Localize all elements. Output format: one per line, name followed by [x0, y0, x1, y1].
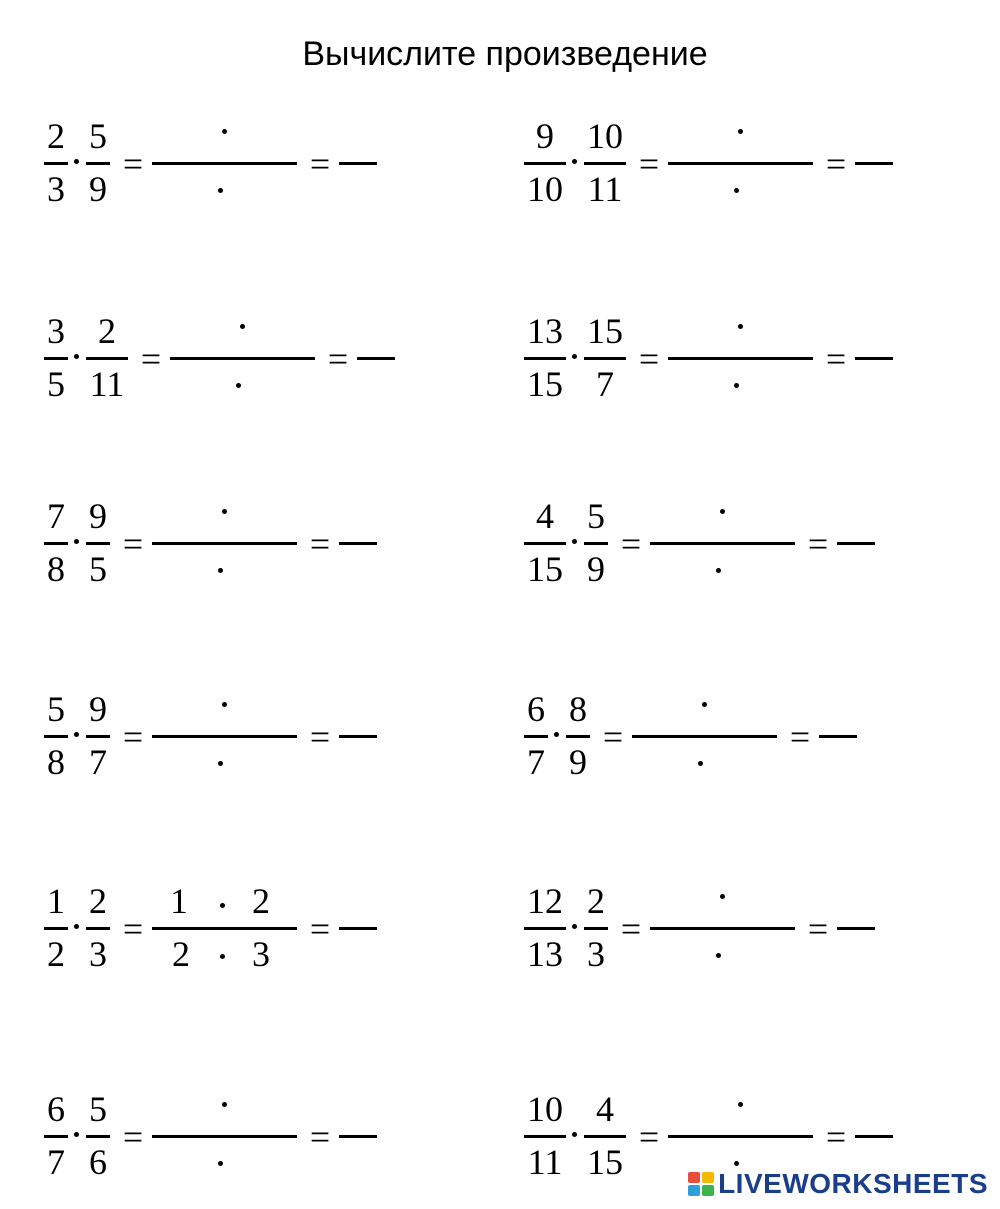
equals-sign: = — [638, 144, 660, 184]
numerator: 6 — [527, 689, 545, 729]
numerator: 9 — [536, 116, 554, 156]
product-fraction-bar — [152, 542, 297, 545]
numerator: 15 — [587, 311, 623, 351]
denominator: 7 — [47, 1142, 65, 1182]
numerator: 5 — [89, 116, 107, 156]
fraction-bar — [524, 162, 566, 165]
fraction-bar — [524, 927, 566, 930]
multiply-dot — [572, 1132, 577, 1137]
problem-8 — [520, 680, 990, 780]
fraction-bar — [524, 735, 548, 738]
denominator: 5 — [89, 549, 107, 589]
product-fraction-bar — [668, 162, 813, 165]
answer-fraction-bar[interactable] — [855, 1135, 893, 1138]
equals-sign: = — [825, 339, 847, 379]
product-fraction-bar — [152, 162, 297, 165]
product-fraction-bar — [668, 1135, 813, 1138]
product-denominator-dot[interactable] — [236, 383, 241, 388]
numerator: 7 — [47, 496, 65, 536]
denominator: 9 — [569, 742, 587, 782]
denominator: 2 — [47, 934, 65, 974]
product-fraction-bar — [152, 735, 297, 738]
product-fraction-bar — [650, 927, 795, 930]
equals-sign: = — [309, 144, 331, 184]
numerator: 2 — [47, 116, 65, 156]
fraction-1 — [40, 680, 72, 780]
equals-sign: = — [309, 524, 331, 564]
product-numerator-dot[interactable] — [222, 129, 227, 134]
fraction-bar — [524, 1135, 566, 1138]
fraction-1 — [40, 1080, 72, 1180]
fraction-2 — [562, 680, 594, 780]
product-fraction-bar — [632, 735, 777, 738]
numerator: 9 — [89, 689, 107, 729]
product-multiply-dot — [220, 903, 225, 908]
denominator: 5 — [47, 364, 65, 404]
numerator: 5 — [47, 689, 65, 729]
multiply-dot — [572, 159, 577, 164]
denominator: 10 — [527, 169, 563, 209]
fraction-1 — [40, 107, 72, 207]
fraction-bar — [584, 357, 626, 360]
product-denominator-dot[interactable] — [716, 568, 721, 573]
problem-7 — [40, 680, 510, 780]
product-numerator-dot[interactable] — [702, 702, 707, 707]
product-denominator-dot[interactable] — [698, 761, 703, 766]
fraction-bar — [584, 542, 608, 545]
fraction-1 — [520, 680, 552, 780]
multiply-dot — [572, 354, 577, 359]
multiply-dot — [74, 539, 79, 544]
fraction-bar — [524, 542, 566, 545]
multiply-dot — [554, 732, 559, 737]
equals-sign: = — [327, 339, 349, 379]
answer-fraction-bar[interactable] — [837, 927, 875, 930]
page-title: Вычислите произведение — [302, 35, 708, 73]
fraction-2 — [82, 872, 114, 972]
numerator: 2 — [587, 881, 605, 921]
fraction-2 — [580, 302, 630, 402]
product-denominator-dot[interactable] — [218, 761, 223, 766]
product-fraction-bar — [650, 542, 795, 545]
fraction-bar — [584, 927, 608, 930]
denominator: 6 — [89, 1142, 107, 1182]
fraction-2 — [580, 872, 612, 972]
product-d2: 3 — [252, 934, 270, 974]
answer-fraction-bar[interactable] — [837, 542, 875, 545]
numerator: 1 — [47, 881, 65, 921]
answer-fraction-bar[interactable] — [339, 162, 377, 165]
fraction-2 — [580, 107, 630, 207]
fraction-bar — [86, 357, 128, 360]
fraction-1 — [40, 302, 72, 402]
fraction-bar — [44, 735, 68, 738]
equals-sign: = — [122, 717, 144, 757]
product-denominator-dot[interactable] — [218, 1161, 223, 1166]
fraction-bar — [86, 542, 110, 545]
fraction-bar — [86, 162, 110, 165]
product-numerator-dot[interactable] — [222, 702, 227, 707]
numerator: 10 — [527, 1089, 563, 1129]
product-fraction-bar — [152, 1135, 297, 1138]
denominator: 15 — [527, 364, 563, 404]
numerator: 9 — [89, 496, 107, 536]
problem-11 — [40, 1080, 510, 1180]
denominator: 9 — [587, 549, 605, 589]
answer-fraction-bar[interactable] — [339, 735, 377, 738]
product-denominator-dot[interactable] — [218, 188, 223, 193]
fraction-2 — [82, 302, 132, 402]
answer-fraction-bar[interactable] — [339, 1135, 377, 1138]
multiply-dot — [74, 159, 79, 164]
numerator: 13 — [527, 311, 563, 351]
product-denominator-dot[interactable] — [734, 383, 739, 388]
problem-4 — [520, 302, 990, 402]
fraction-bar — [86, 927, 110, 930]
product-numerator-dot[interactable] — [720, 509, 725, 514]
fraction-bar — [524, 357, 566, 360]
fraction-2 — [82, 680, 114, 780]
denominator: 15 — [587, 1142, 623, 1182]
answer-fraction-bar[interactable] — [357, 357, 395, 360]
denominator: 9 — [89, 169, 107, 209]
fraction-1 — [40, 487, 72, 587]
fraction-1 — [520, 487, 570, 587]
numerator: 10 — [587, 116, 623, 156]
multiply-dot — [74, 354, 79, 359]
product-fraction-bar — [170, 357, 315, 360]
fraction-1 — [520, 107, 570, 207]
denominator: 11 — [587, 169, 623, 209]
product-numerator-dot[interactable] — [222, 509, 227, 514]
product-fraction-bar — [668, 357, 813, 360]
fraction-1 — [40, 872, 72, 972]
numerator: 3 — [47, 311, 65, 351]
numerator: 5 — [89, 1089, 107, 1129]
fraction-bar — [86, 1135, 110, 1138]
numerator: 6 — [47, 1089, 65, 1129]
product-n1: 1 — [170, 881, 188, 921]
liveworksheets-logo — [688, 1167, 988, 1201]
numerator: 12 — [527, 881, 563, 921]
denominator: 8 — [47, 742, 65, 782]
product-numerator-dot[interactable] — [222, 1102, 227, 1107]
denominator: 3 — [89, 934, 107, 974]
product-fraction-bar — [152, 927, 297, 930]
equals-sign: = — [309, 717, 331, 757]
fraction-bar — [566, 735, 590, 738]
product-numerator-dot[interactable] — [738, 1102, 743, 1107]
equals-sign: = — [122, 524, 144, 564]
numerator: 5 — [587, 496, 605, 536]
problem-10 — [520, 872, 990, 972]
product-denominator-dot[interactable] — [716, 953, 721, 958]
product-multiply-dot — [220, 954, 225, 959]
fraction-1 — [520, 1080, 570, 1180]
multiply-dot — [572, 924, 577, 929]
multiply-dot — [74, 1132, 79, 1137]
fraction-bar — [44, 357, 68, 360]
fraction-bar — [44, 162, 68, 165]
answer-fraction-bar[interactable] — [855, 357, 893, 360]
equals-sign: = — [309, 909, 331, 949]
equals-sign: = — [807, 524, 829, 564]
problem-5 — [40, 487, 510, 587]
multiply-dot — [74, 924, 79, 929]
fraction-2 — [82, 1080, 114, 1180]
problem-1 — [40, 107, 510, 207]
fraction-1 — [520, 302, 570, 402]
denominator: 3 — [47, 169, 65, 209]
problem-6 — [520, 487, 990, 587]
problem-9 — [40, 872, 510, 972]
equals-sign: = — [789, 717, 811, 757]
equals-sign: = — [620, 524, 642, 564]
denominator: 11 — [527, 1142, 563, 1182]
denominator: 8 — [47, 549, 65, 589]
numerator: 4 — [596, 1089, 614, 1129]
equals-sign: = — [602, 717, 624, 757]
equals-sign: = — [825, 144, 847, 184]
denominator: 7 — [596, 364, 614, 404]
equals-sign: = — [122, 144, 144, 184]
numerator: 2 — [89, 881, 107, 921]
denominator: 13 — [527, 934, 563, 974]
problem-12 — [520, 1080, 990, 1180]
equals-sign: = — [140, 339, 162, 379]
fraction-1 — [520, 872, 570, 972]
denominator: 7 — [89, 742, 107, 782]
fraction-bar — [86, 735, 110, 738]
product-numerator-dot[interactable] — [738, 129, 743, 134]
equals-sign: = — [825, 1117, 847, 1157]
fraction-2 — [580, 487, 612, 587]
answer-fraction-bar[interactable] — [819, 735, 857, 738]
problem-3 — [40, 302, 510, 402]
product-numerator-dot[interactable] — [240, 324, 245, 329]
equals-sign: = — [309, 1117, 331, 1157]
product-denominator-dot[interactable] — [734, 1161, 739, 1166]
equals-sign: = — [122, 909, 144, 949]
answer-fraction-bar[interactable] — [855, 162, 893, 165]
answer-fraction-bar[interactable] — [339, 542, 377, 545]
product-denominator-dot[interactable] — [218, 568, 223, 573]
fraction-2 — [82, 487, 114, 587]
equals-sign: = — [638, 1117, 660, 1157]
fraction-bar — [44, 542, 68, 545]
product-denominator-dot[interactable] — [734, 188, 739, 193]
denominator: 7 — [527, 742, 545, 782]
denominator: 11 — [89, 364, 125, 404]
fraction-2 — [580, 1080, 630, 1180]
denominator: 3 — [587, 934, 605, 974]
fraction-bar — [44, 1135, 68, 1138]
fraction-2 — [82, 107, 114, 207]
product-n2: 2 — [252, 881, 270, 921]
numerator: 8 — [569, 689, 587, 729]
fraction-bar — [584, 1135, 626, 1138]
product-numerator-dot[interactable] — [720, 894, 725, 899]
product-numerator-dot[interactable] — [738, 324, 743, 329]
product-d1: 2 — [172, 934, 190, 974]
equals-sign: = — [620, 909, 642, 949]
answer-fraction-bar[interactable] — [339, 927, 377, 930]
multiply-dot — [74, 732, 79, 737]
multiply-dot — [572, 539, 577, 544]
fraction-bar — [44, 927, 68, 930]
equals-sign: = — [638, 339, 660, 379]
liveworksheets-logo-icon — [688, 1172, 714, 1196]
problem-2 — [520, 107, 990, 207]
fraction-bar — [584, 162, 626, 165]
equals-sign: = — [807, 909, 829, 949]
denominator: 15 — [527, 549, 563, 589]
logo-text: LIVEWORKSHEETS — [718, 1168, 988, 1199]
numerator: 2 — [98, 311, 116, 351]
equals-sign: = — [122, 1117, 144, 1157]
numerator: 4 — [536, 496, 554, 536]
